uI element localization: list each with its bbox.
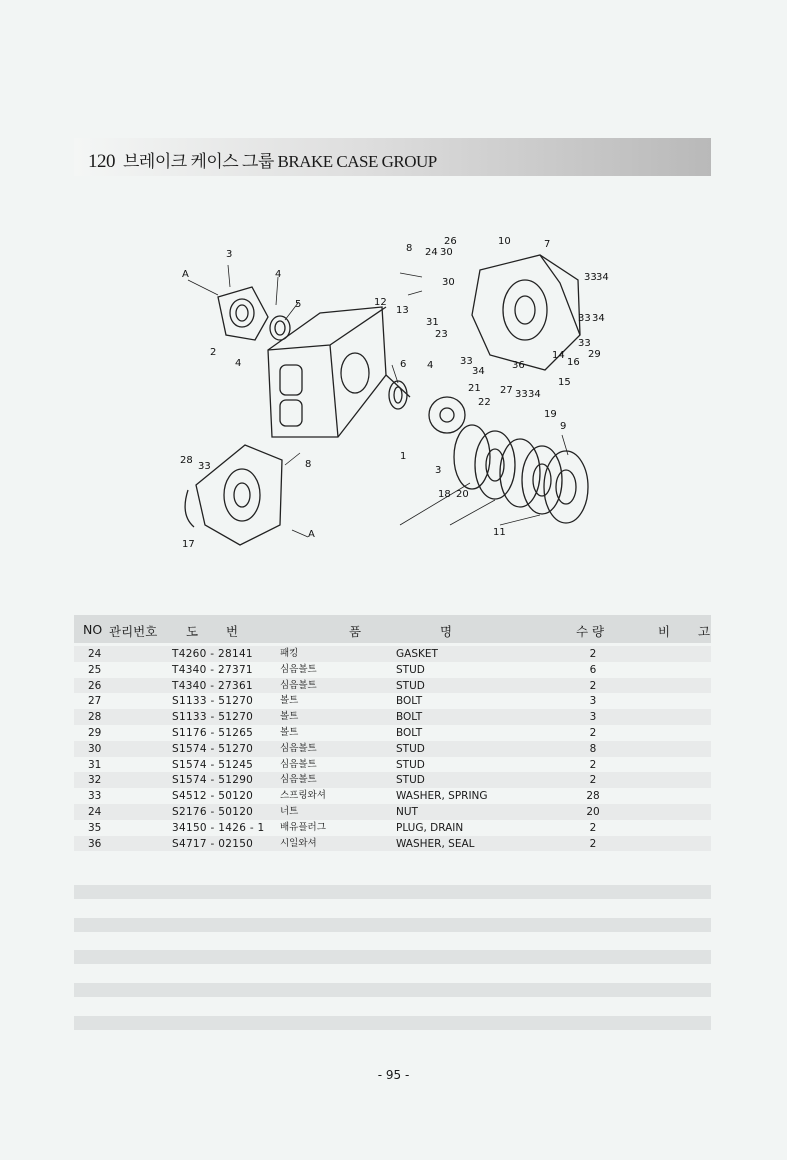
svg-text:8: 8	[305, 459, 312, 470]
svg-text:28: 28	[180, 455, 193, 466]
svg-text:33: 33	[584, 272, 597, 283]
svg-text:A: A	[308, 529, 315, 540]
svg-text:3: 3	[435, 465, 442, 476]
page-number: - 95 -	[377, 1068, 410, 1082]
header-mgmt-no: 관리번호	[109, 624, 158, 639]
svg-text:2: 2	[210, 347, 217, 358]
table-row: 25 T4340 - 27371 심음볼트 STUD 6	[74, 662, 711, 678]
header-no: NO	[83, 622, 103, 637]
svg-text:4: 4	[235, 358, 242, 369]
svg-text:5: 5	[295, 299, 302, 310]
svg-text:4: 4	[427, 360, 434, 371]
svg-text:7: 7	[544, 239, 551, 250]
svg-text:20: 20	[456, 489, 469, 500]
table-row: 30 S1574 - 51270 심음볼트 STUD 8	[74, 741, 711, 757]
svg-text:23: 23	[435, 329, 448, 340]
exploded-parts-diagram	[160, 225, 620, 560]
svg-text:A: A	[182, 269, 189, 280]
table-row: 36 S4717 - 02150 시일와셔 WASHER, SEAL 2	[74, 836, 711, 852]
svg-text:1: 1	[400, 451, 407, 462]
table-row: 35 34150 - 1426 - 1 배유플러그 PLUG, DRAIN 2	[74, 820, 711, 836]
table-row: 32 S1574 - 51290 심음볼트 STUD 2	[74, 772, 711, 788]
header-name-left: 품	[349, 624, 362, 639]
blank-row	[74, 918, 711, 932]
blank-row	[74, 1016, 711, 1030]
diagram-gear	[429, 397, 465, 433]
table-row: 31 S1574 - 51245 심음볼트 STUD 2	[74, 757, 711, 773]
svg-text:36: 36	[512, 360, 525, 371]
svg-text:26: 26	[444, 236, 457, 247]
svg-text:34: 34	[528, 389, 541, 400]
svg-text:8: 8	[406, 243, 413, 254]
svg-text:30: 30	[442, 277, 455, 288]
header-name-right: 명	[440, 624, 453, 639]
header-drawing-no: 도 번	[186, 624, 251, 639]
svg-text:11: 11	[493, 527, 506, 538]
svg-text:34: 34	[596, 272, 609, 283]
svg-text:34: 34	[472, 366, 485, 377]
svg-text:19: 19	[544, 409, 557, 420]
table-row: 24 T4260 - 28141 패킹 GASKET 2	[74, 646, 711, 662]
blank-row	[74, 983, 711, 997]
table-row: 29 S1176 - 51265 볼트 BOLT 2	[74, 725, 711, 741]
svg-text:3: 3	[226, 249, 233, 260]
section-number: 120	[88, 151, 115, 172]
table-row: 24 S2176 - 50120 너트 NUT 20	[74, 804, 711, 820]
section-title	[88, 147, 437, 173]
svg-text:22: 22	[478, 397, 491, 408]
svg-text:33: 33	[578, 313, 591, 324]
svg-text:14: 14	[552, 350, 565, 361]
svg-text:24: 24	[425, 247, 438, 258]
svg-text:33: 33	[460, 356, 473, 367]
header-remarks: 비 고	[658, 624, 723, 639]
svg-text:34: 34	[592, 313, 605, 324]
blank-row	[74, 950, 711, 964]
svg-text:18: 18	[438, 489, 451, 500]
table-row: 27 S1133 - 51270 볼트 BOLT 3	[74, 693, 711, 709]
svg-text:4: 4	[275, 269, 282, 280]
svg-text:31: 31	[426, 317, 439, 328]
diagram-lower-housing	[196, 445, 282, 545]
svg-text:33: 33	[578, 338, 591, 349]
svg-text:21: 21	[468, 383, 481, 394]
svg-text:12: 12	[374, 297, 387, 308]
section-title-text: 브레이크 케이스 그룹 BRAKE CASE GROUP	[123, 152, 437, 171]
table-row: 26 T4340 - 27361 심음볼트 STUD 2	[74, 678, 711, 694]
diagram-cover-plate	[218, 287, 268, 340]
svg-text:29: 29	[588, 349, 601, 360]
svg-text:33: 33	[515, 389, 528, 400]
svg-text:10: 10	[498, 236, 511, 247]
diagram-housing	[268, 307, 386, 437]
diagram-disc	[454, 425, 490, 489]
header-qty: 수 량	[576, 624, 605, 639]
svg-text:17: 17	[182, 539, 195, 550]
table-row: 28 S1133 - 51270 볼트 BOLT 3	[74, 709, 711, 725]
parts-table-body	[74, 646, 711, 851]
svg-text:9: 9	[560, 421, 567, 432]
svg-text:13: 13	[396, 305, 409, 316]
blank-row	[74, 885, 711, 899]
svg-text:6: 6	[400, 359, 407, 370]
svg-text:30: 30	[440, 247, 453, 258]
diagram-svg	[160, 225, 620, 560]
parts-table-header	[74, 615, 723, 643]
svg-text:27: 27	[500, 385, 513, 396]
svg-text:16: 16	[567, 357, 580, 368]
section-title-bar	[74, 138, 711, 176]
svg-text:33: 33	[198, 461, 211, 472]
svg-text:15: 15	[558, 377, 571, 388]
table-row: 33 S4512 - 50120 스프링와셔 WASHER, SPRING 28	[74, 788, 711, 804]
